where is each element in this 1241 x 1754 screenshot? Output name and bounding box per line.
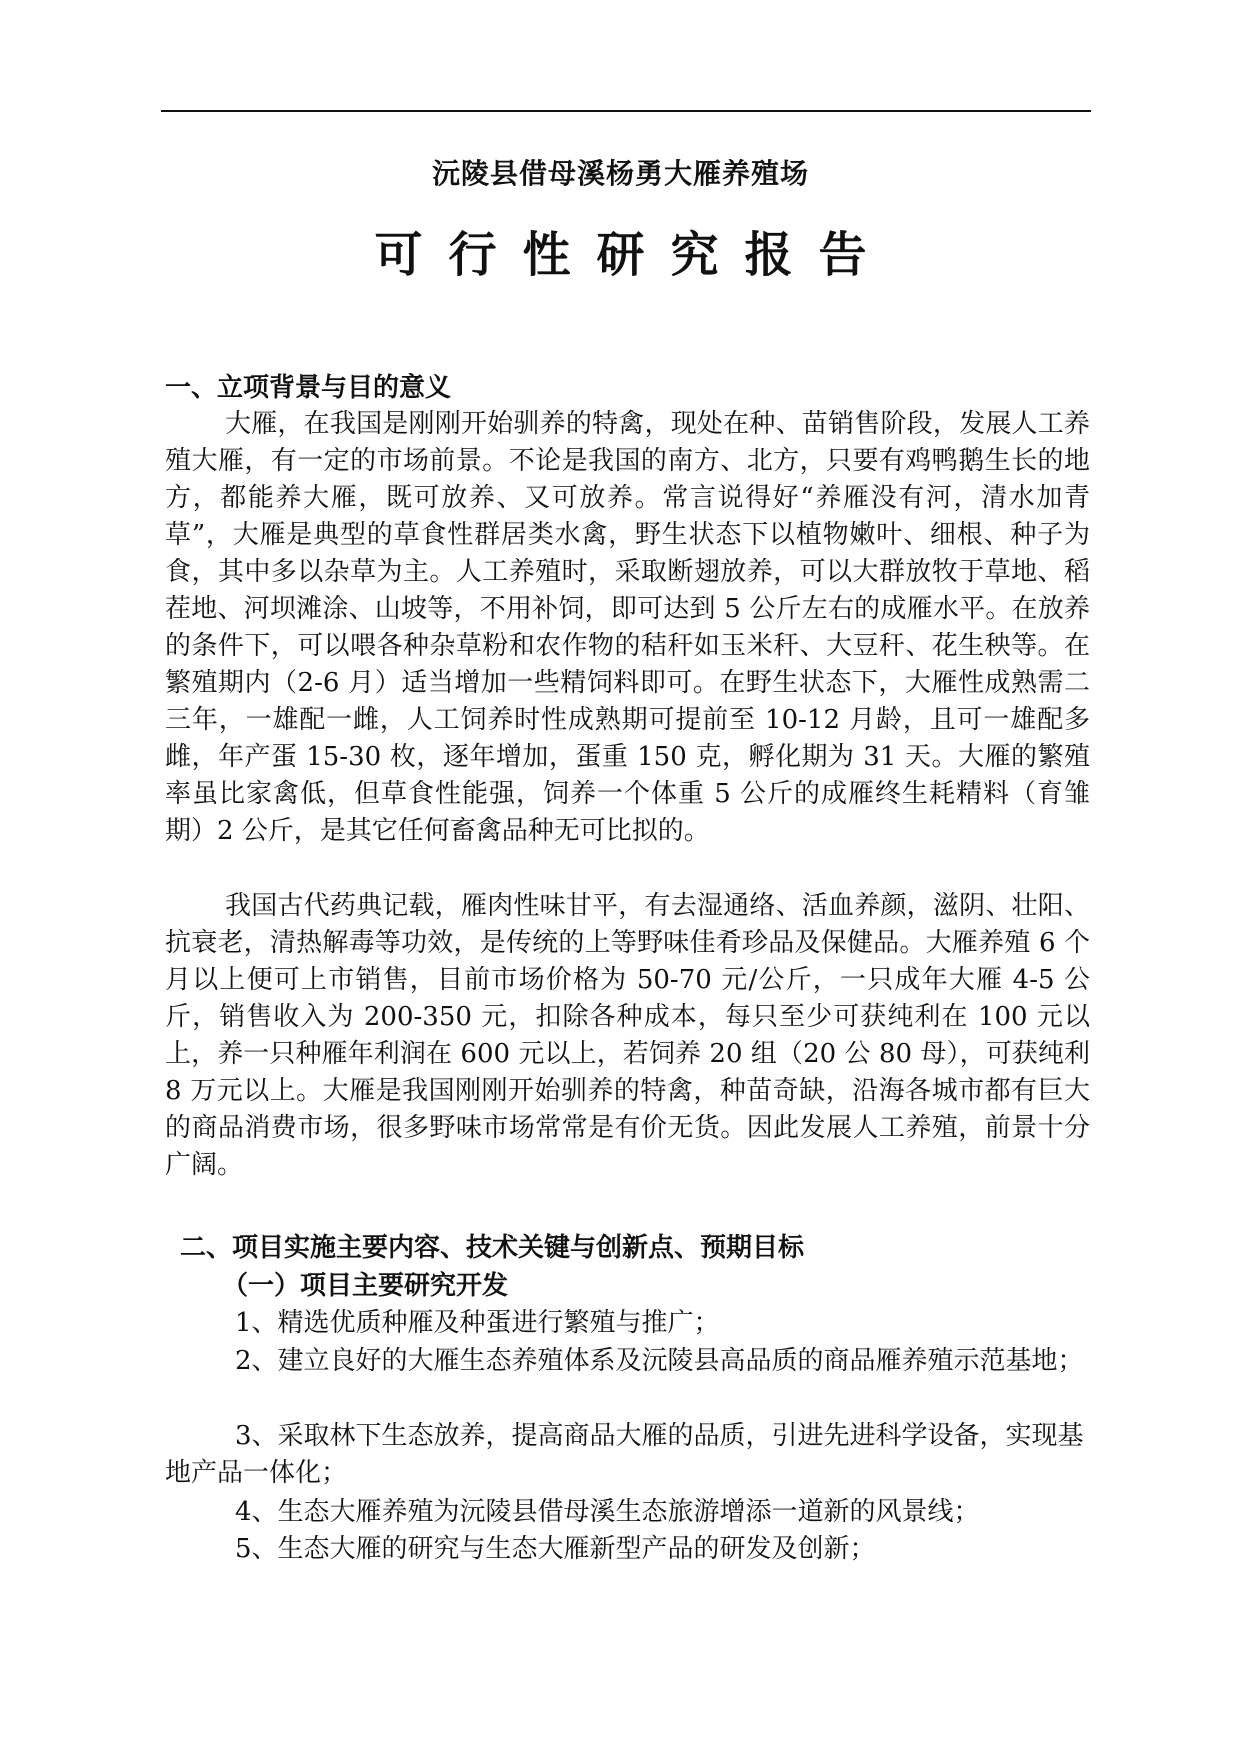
list-item: 5、生态大雁的研究与生态大雁新型产品的研发及创新；	[235, 1534, 876, 1564]
section1-paragraph2: 我国古代药典记载，雁肉性味甘平，有去湿通络、活血养颜，滋阴、壮阳、抗衰老，清热解毒等功效，是传统的上等野味佳肴珍品及保健品。大雁养殖 6 个月以上便可上市销售，目前市场价格为 50-70 元/公斤，一只成年大雁 4-5 公斤，销售收入为 200-350 元，扣除各种成本，每只至少可获纯利在 100 元以上，养一只种雁年利润在 600 元以上，若饲养 20 组（20 公 80 母），可获纯利 8 万元以上。大雁是我国刚刚开始驯养的特禽，种苗奇缺，沿海各城市都有巨大的商品消费市场，很多野味市场常常是有价无货。因此发展人工养殖，前景十分广阔。	[165, 891, 1090, 1180]
document-title: 可行性研究报告	[374, 227, 893, 283]
list-item: 4、生态大雁养殖为沅陵县借母溪生态旅游增添一道新的风景线；	[235, 1497, 980, 1527]
list-item: 1、精选优质种雁及种蛋进行繁殖与推广；	[235, 1308, 720, 1338]
list-item: 2、建立良好的大雁生态养殖体系及沅陵县高品质的商品雁养殖示范基地；	[235, 1346, 1084, 1376]
section1-paragraph1: 大雁，在我国是刚刚开始驯养的特禽，现处在种、苗销售阶段，发展人工养殖大雁，有一定的市场前景。不论是我国的南方、北方，只要有鸡鸭鹅生长的地方，都能养大雁，既可放养、又可放养。常言说得好“养雁没有河，清水加青草”，大雁是典型的草食性群居类水禽，野生状态下以植物嫩叶、细根、种子为食，其中多以杂草为主。人工养殖时，采取断翅放养，可以大群放牧于草地、稻茬地、河坝滩涂、山坡等，不用补饲，即可达到 5 公斤左右的成雁水平。在放养的条件下，可以喂各种杂草粉和农作物的秸秆如玉米秆、大豆秆、花生秧等。在繁殖期内（2-6 月）适当增加一些精饲料即可。在野生状态下，大雁性成熟需二三年，一雄配一雌，人工饲养时性成熟期可提前至 10-12 月龄，且可一雄配多雌，年产蛋 15-30 枚，逐年增加，蛋重 150 克，孵化期为 31 天。大雁的繁殖率虽比家禽低，但草食性能强，饲养一个体重 5 公斤的成雁终生耗精料（育雏期）2 公斤，是其它任何畜禽品种无可比拟的。	[165, 409, 1090, 846]
section2-heading: 二、项目实施主要内容、技术关键与创新点、预期目标	[180, 1233, 805, 1263]
section2-subheading: （一）项目主要研究开发	[222, 1271, 509, 1301]
list-item: 3、采取林下生态放养，提高商品大雁的品质，引进先进科学设备，实现基地产品一体化；	[165, 1421, 1084, 1488]
header-rule	[161, 110, 1091, 112]
document-subtitle: 沅陵县借母溪杨勇大雁养殖场	[431, 157, 809, 190]
section1-heading: 一、立项背景与目的意义	[165, 373, 452, 403]
